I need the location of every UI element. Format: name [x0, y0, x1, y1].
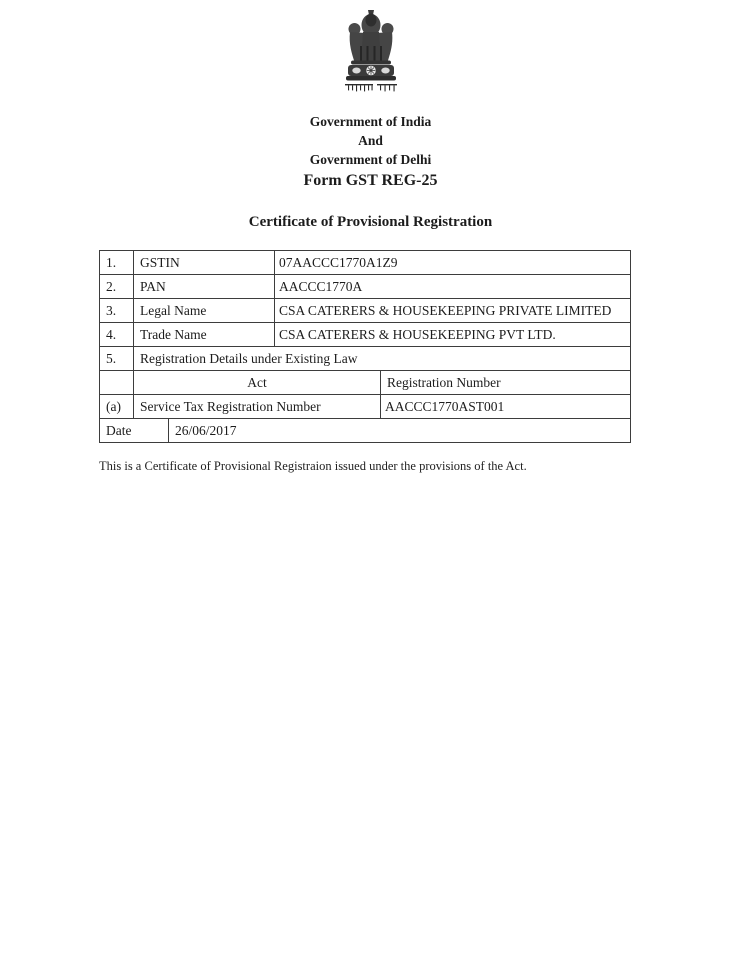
table-row-existing-law-section	[100, 347, 631, 371]
act-column-header: Act	[134, 371, 381, 395]
date-label: Date	[100, 419, 169, 443]
row-label: Trade Name	[134, 323, 275, 347]
row-number: 2.	[100, 275, 134, 299]
abacus-horse	[352, 68, 360, 74]
footer-note: This is a Certificate of Provisional Registraion issued under the provisions of the Act.	[99, 459, 527, 473]
registration-number-value: AACCC1770AST001	[381, 395, 631, 419]
document-header	[0, 112, 741, 191]
row-value: AACCC1770A	[275, 275, 631, 299]
row-number: 1.	[100, 251, 134, 275]
registration-number-column-header: Registration Number	[381, 371, 631, 395]
date-value: 26/06/2017	[169, 419, 631, 443]
table-row-gstin	[100, 251, 631, 275]
header-government-of-delhi: Government of Delhi	[309, 152, 432, 167]
row-number: 5.	[100, 347, 134, 371]
header-government-of-india: Government of India	[309, 114, 432, 129]
state-emblem-icon	[342, 8, 400, 92]
section-label: Registration Details under Existing Law	[134, 347, 631, 371]
row-label: Legal Name	[134, 299, 275, 323]
table-row-service-tax	[100, 395, 631, 419]
table-row-pan	[100, 275, 631, 299]
row-label: PAN	[134, 275, 275, 299]
table-row-legal-name	[100, 299, 631, 323]
emblem-motto-script	[345, 84, 397, 91]
certificate-title: Certificate of Provisional Registration	[248, 214, 493, 230]
row-number: 4.	[100, 323, 134, 347]
table-row-trade-name	[100, 323, 631, 347]
row-value: CSA CATERERS & HOUSEKEEPING PRIVATE LIMITED	[275, 299, 631, 323]
abacus-bull	[381, 68, 389, 74]
registration-table	[99, 250, 631, 443]
table-row-act-header	[100, 371, 631, 395]
act-name: Service Tax Registration Number	[134, 395, 381, 419]
row-label: GSTIN	[134, 251, 275, 275]
form-title: Form GST REG-25	[303, 172, 438, 189]
empty-cell	[100, 371, 134, 395]
row-value: CSA CATERERS & HOUSEKEEPING PVT LTD.	[275, 323, 631, 347]
row-number: (a)	[100, 395, 134, 419]
state-emblem	[342, 8, 400, 97]
table-row-date	[100, 419, 631, 443]
row-value: 07AACCC1770A1Z9	[275, 251, 631, 275]
row-number: 3.	[100, 299, 134, 323]
header-and: And	[358, 133, 383, 148]
